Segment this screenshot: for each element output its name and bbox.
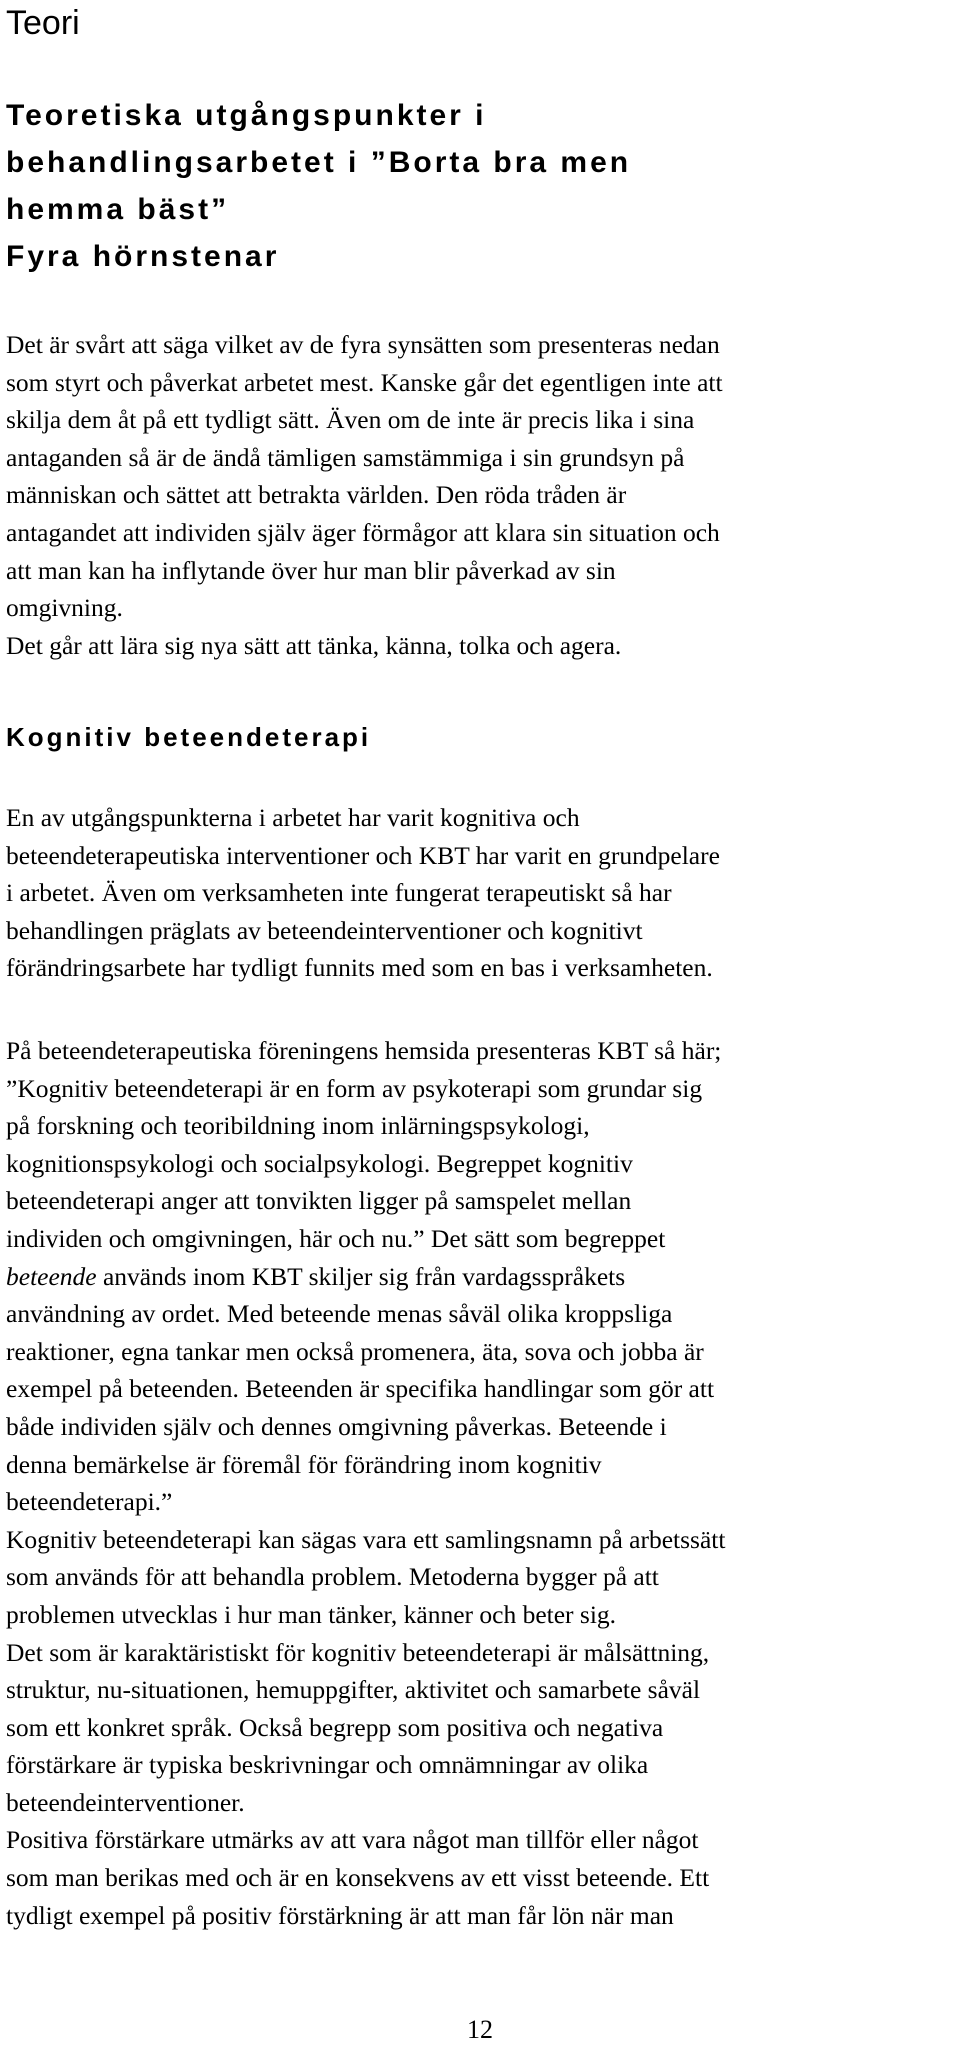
text-line: Det går att lära sig nya sätt att tänka, känna, tolka och agera.	[6, 630, 622, 660]
text-line: beteendeinterventioner.	[6, 1787, 245, 1817]
text-line: problemen utvecklas i hur man tänker, känner och beter sig.	[6, 1599, 617, 1629]
section-label: Teori	[6, 4, 80, 42]
text-line: exempel på beteenden. Beteenden är specifika handlingar som gör att	[6, 1374, 715, 1404]
text-line: ”Kognitiv beteendeterapi är en form av psykoterapi som grundar sig	[6, 1073, 703, 1103]
text-line: som man berikas med och är en konsekvens av ett visst beteende. Ett	[6, 1863, 710, 1893]
text-line: som används för att behandla problem. Metoderna bygger på att	[6, 1562, 659, 1592]
text-line: Det som är karaktäristiskt för kognitiv beteendeterapi är målsättning,	[6, 1637, 710, 1667]
page-number: 12	[467, 2015, 493, 2044]
text-line: användning av ordet. Med beteende menas såväl olika kroppsliga	[6, 1299, 673, 1329]
text-line: i arbetet. Även om verksamheten inte fungerat terapeutiskt så har	[6, 878, 672, 908]
text-line: På beteendeterapeutiska föreningens hemsida presenteras KBT så här;	[6, 1036, 722, 1065]
intro-paragraph	[6, 326, 956, 664]
text-line: denna bemärkelse är föremål för förändring inom kognitiv	[6, 1449, 602, 1479]
text-line: både individen själv och dennes omgivning påverkas. Beteende i	[6, 1411, 667, 1441]
main-heading-line: Fyra hörnstenar	[6, 240, 280, 273]
text-line: omgivning.	[6, 593, 123, 623]
text-line: att man kan ha inflytande över hur man blir påverkad av sin	[6, 555, 616, 585]
text-line: skilja dem åt på ett tydligt sätt. Även om de inte är precis lika i sina	[6, 405, 695, 435]
main-heading	[6, 92, 631, 280]
text-line: förstärkare är typiska beskrivningar och omnämningar av olika	[6, 1750, 649, 1780]
text-line: kognitionspsykologi och socialpsykologi. Begreppet kognitiv	[6, 1148, 633, 1178]
text-line: antagandet att individen själv äger förmågor att klara sin situation och	[6, 517, 720, 547]
text-line-mixed	[6, 1258, 956, 1296]
text-line: En av utgångspunkterna i arbetet har varit kognitiva och	[6, 803, 580, 832]
text-line: på forskning och teoribildning inom inlärningspsykologi,	[6, 1111, 590, 1141]
text-line: reaktioner, egna tankar men också promenera, äta, sova och jobba är	[6, 1336, 704, 1366]
text-line: Positiva förstärkare utmärks av att vara något man tillför eller något	[6, 1825, 699, 1855]
italic-term: beteende	[6, 1261, 97, 1291]
text-line: behandlingen präglats av beteendeinterventioner och kognitivt	[6, 915, 643, 945]
text-line: som ett konkret språk. Också begrepp som positiva och negativa	[6, 1712, 664, 1742]
text-line: förändringsarbete har tydligt funnits med som en bas i verksamheten.	[6, 953, 713, 983]
text-fragment: används inom KBT skiljer sig från vardagsspråkets	[96, 1261, 626, 1291]
kbt-definition-paragraph	[6, 1032, 956, 1934]
text-line: som styrt och påverkat arbetet mest. Kanske går det egentligen inte att	[6, 367, 723, 397]
text-line: Det är svårt att säga vilket av de fyra synsätten som presenteras nedan	[6, 330, 720, 359]
main-heading-line: Teoretiska utgångspunkter i	[6, 99, 487, 132]
text-line: Kognitiv beteendeterapi kan sägas vara ett samlingsnamn på arbetssätt	[6, 1524, 726, 1554]
kbt-intro-paragraph	[6, 799, 956, 987]
text-line: beteendeterapi.”	[6, 1487, 173, 1517]
text-line: beteendeterapeutiska interventioner och KBT har varit en grundpelare	[6, 840, 720, 870]
text-line: människan och sättet att betrakta världen. Den röda tråden är	[6, 480, 627, 510]
text-line: beteendeterapi anger att tonvikten ligger på samspelet mellan	[6, 1186, 632, 1216]
main-heading-line: hemma bäst”	[6, 193, 230, 226]
text-line: antaganden så är de ändå tämligen samstämmiga i sin grundsyn på	[6, 442, 685, 472]
text-line: struktur, nu-situationen, hemuppgifter, aktivitet och samarbete såväl	[6, 1675, 701, 1705]
kbt-heading: Kognitiv beteendeterapi	[6, 722, 372, 752]
main-heading-line: behandlingsarbetet i ”Borta bra men	[6, 146, 632, 179]
text-line: tydligt exempel på positiv förstärkning är att man får lön när man	[6, 1900, 674, 1930]
text-line: individen och omgivningen, här och nu.” Det sätt som begreppet	[6, 1223, 666, 1253]
